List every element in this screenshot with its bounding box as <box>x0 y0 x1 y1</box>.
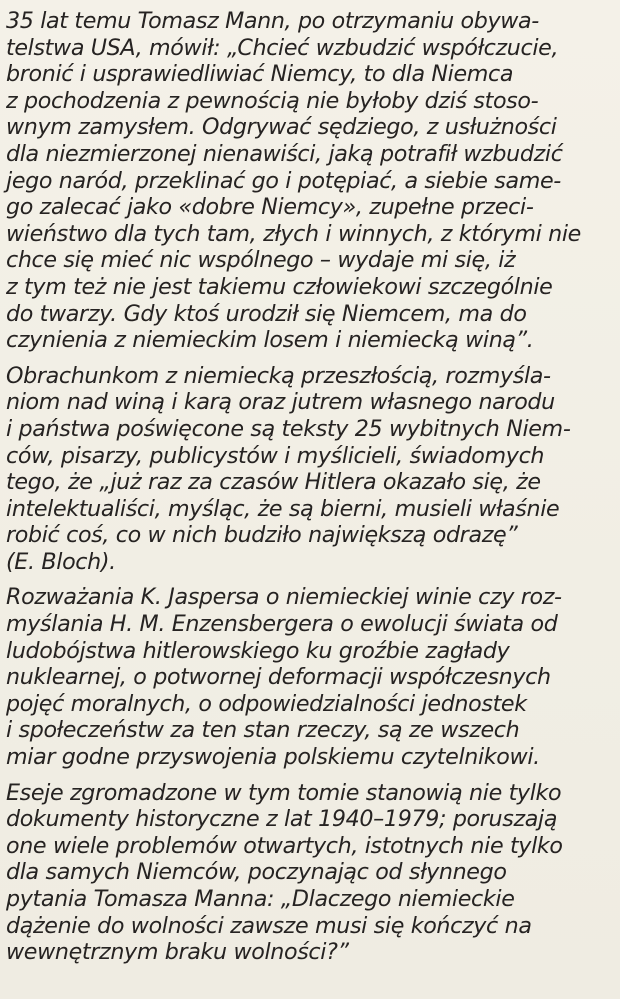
text-line: Obrachunkom z niemiecką przeszłością, rozmyśla- <box>6 362 551 389</box>
paragraph-3 <box>6 584 614 770</box>
paragraph-1 <box>6 8 614 354</box>
text-line: tego, że „już raz za czasów Hitlera okazało się, że <box>6 469 541 496</box>
text-line: nuklearnej, o potwornej deformacji współczesnych <box>6 664 551 691</box>
text-line: do twarzy. Gdy ktoś urodził się Niemcem, ma do <box>6 300 527 327</box>
text-line: miar godne przyswojenia polskiemu czytelnikowi. <box>6 744 540 771</box>
text-line: czynienia z niemieckim losem i niemiecką winą”. <box>6 327 534 354</box>
text-line: one wiele problemów otwartych, istotnych nie tylko <box>6 832 563 859</box>
text-line: dla niezmierzonej nienawiści, jaką potrafił wzbudzić <box>6 140 563 167</box>
text-line: (E. Bloch). <box>6 548 116 575</box>
text-line: go zalecać jako «dobre Niemcy», zupełne przeci- <box>6 194 534 221</box>
text-line: wieństwo dla tych tam, złych i winnych, z którymi nie <box>6 220 581 247</box>
text-line: niom nad winą i karą oraz jutrem własnego narodu <box>6 389 555 416</box>
text-line: z pochodzenia z pewnością nie byłoby dziś stoso- <box>6 87 539 114</box>
paragraph-4 <box>6 780 614 966</box>
text-line: Eseje zgromadzone w tym tomie stanowią nie tylko <box>6 779 562 806</box>
text-line: ców, pisarzy, publicystów i myślicieli, świadomych <box>6 442 545 469</box>
text-line: myślania H. M. Enzensbergera o ewolucji świata od <box>6 611 558 638</box>
text-line: i państwa poświęcone są teksty 25 wybitnych Niem- <box>6 415 571 442</box>
text-line: robić coś, co w nich budziło największą odrazę” <box>6 522 518 549</box>
paragraph-2 <box>6 363 614 576</box>
text-line: wewnętrznym braku wolności?” <box>6 939 349 966</box>
text-line: ludobójstwa hitlerowskiego ku groźbie zagłady <box>6 637 510 664</box>
text-line: z tym też nie jest takiemu człowiekowi szczególnie <box>6 273 553 300</box>
text-line: chce się mieć nic wspólnego – wydaje mi się, iż <box>6 247 516 274</box>
text-line: bronić i usprawiedliwiać Niemcy, to dla Niemca <box>6 61 514 88</box>
text-line: intelektualiści, myśląc, że są bierni, musieli właśnie <box>6 495 560 522</box>
text-line: dla samych Niemców, poczynając od słynnego <box>6 859 507 886</box>
blurb-text <box>6 8 614 966</box>
text-line: telstwa USA, mówił: „Chcieć wzbudzić współczucie, <box>6 34 559 61</box>
text-line: pojęć moralnych, o odpowiedzialności jednostek <box>6 690 527 717</box>
text-line: dokumenty historyczne z lat 1940–1979; poruszają <box>6 806 558 833</box>
text-line: jego naród, przeklinać go i potępiać, a siebie same- <box>6 167 561 194</box>
text-line: Rozważania K. Jaspersa o niemieckiej winie czy roz- <box>6 584 562 611</box>
text-line: wnym zamysłem. Odgrywać sędziego, z usłużności <box>6 114 557 141</box>
text-line: 35 lat temu Tomasz Mann, po otrzymaniu obywa- <box>6 8 539 34</box>
text-line: i społeczeństw za ten stan rzeczy, są ze wszech <box>6 717 520 744</box>
text-line: dążenie do wolności zawsze musi się kończyć na <box>6 912 532 939</box>
text-line: pytania Tomasza Manna: „Dlaczego niemieckie <box>6 886 515 912</box>
